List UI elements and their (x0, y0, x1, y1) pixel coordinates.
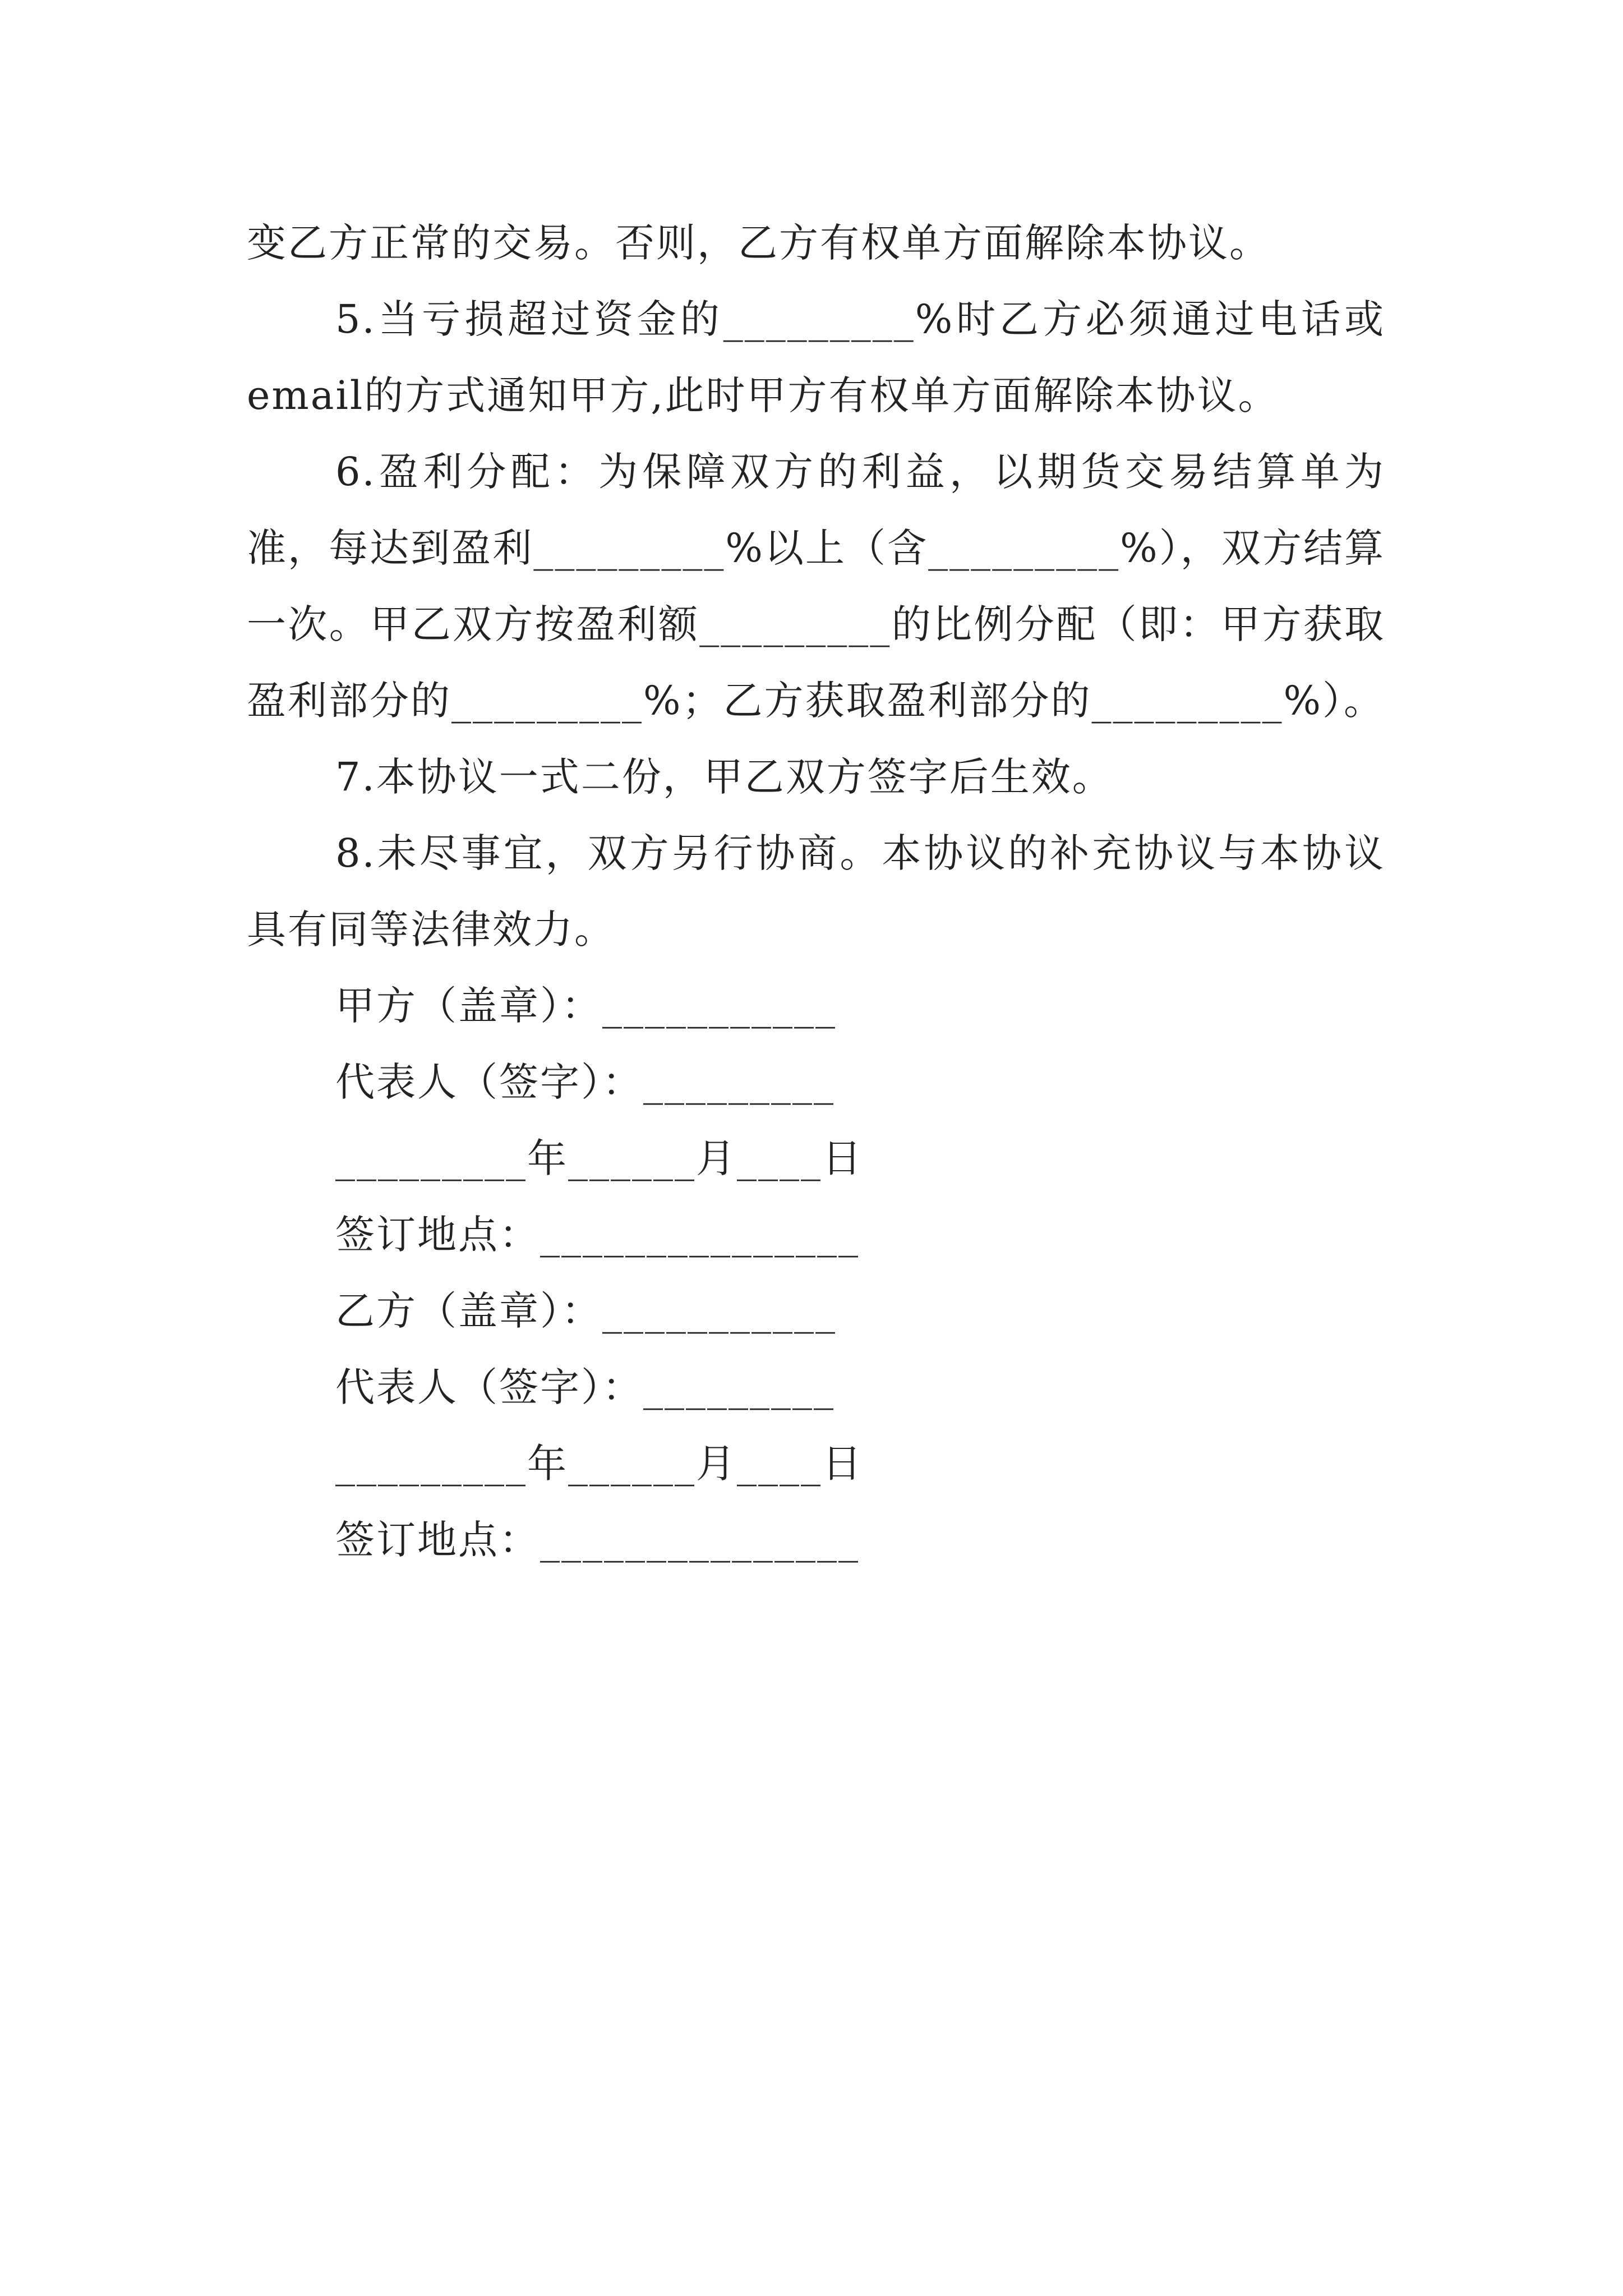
party-b-representative-line: 代表人（签字）：_________ (335, 1364, 835, 1410)
party-b-date-line: _________年______月____日 (335, 1441, 863, 1487)
paragraph-continuation: 变乙方正常的交易。否则，乙方有权单方面解除本协议。 (247, 220, 1270, 266)
paragraph-clause-7: 7.本协议一式二份，甲乙双方签字后生效。 (335, 754, 1113, 800)
party-a-seal-line: 甲方（盖章）：___________ (335, 983, 837, 1029)
paragraph-clause-8: 8.未尽事宜，双方另行协商。本协议的补充协议与本协议具有同等法律效力。 (247, 830, 1385, 953)
paragraph-clause-6: 6.盈利分配：为保障双方的利益，以期货交易结算单为准，每达到盈利_________%以上（含_________%），双方结算一次。甲乙双方按盈利额_________的比例分配（即：甲方获取盈利部分的_________%；乙方获取盈利部分的_________%）。 (247, 449, 1385, 724)
party-a-representative-line: 代表人（签字）：_________ (335, 1059, 835, 1105)
document-body (247, 205, 1385, 1578)
paragraph-clause-5: 5.当亏损超过资金的_________%时乙方必须通过电话或email的方式通知甲方,此时甲方有权单方面解除本协议。 (247, 296, 1385, 418)
party-b-seal-line: 乙方（盖章）：___________ (335, 1288, 837, 1334)
party-a-date-line: _________年______月____日 (335, 1135, 863, 1181)
party-a-location-line: 签订地点：_______________ (335, 1212, 860, 1258)
party-b-location-line: 签订地点：_______________ (335, 1517, 860, 1563)
signature-block (247, 968, 1385, 1578)
